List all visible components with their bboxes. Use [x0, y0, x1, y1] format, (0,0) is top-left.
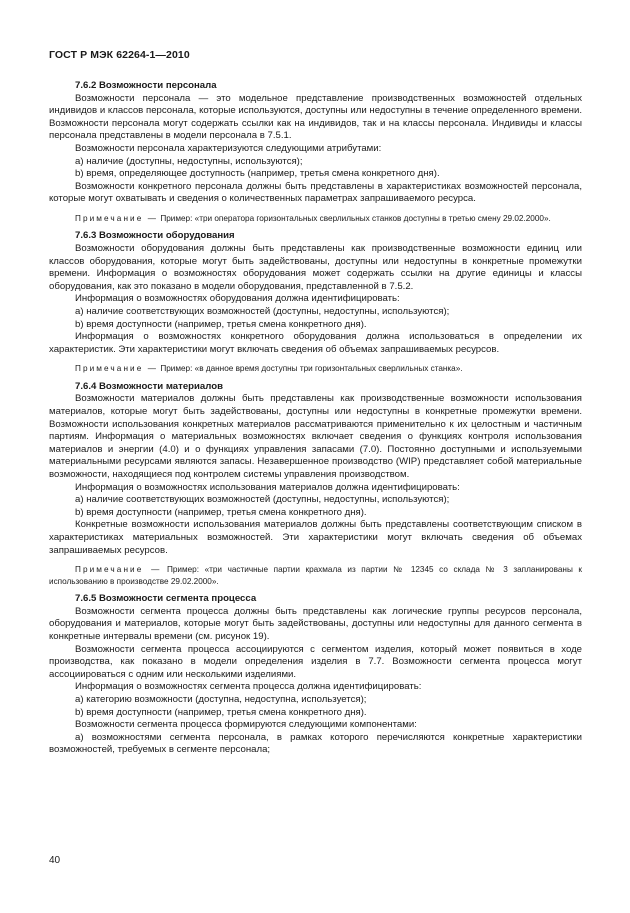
note-text: Пример: «три частичные партии крахмала из партии № 12345 со склада № 3 запланированы к использованию в производстве 29.02.2000».	[49, 565, 582, 586]
note	[49, 213, 582, 225]
list-item: a) категорию возможности (доступна, недоступна, используется);	[75, 693, 367, 705]
section-heading-7-6-2: 7.6.2 Возможности персонала	[75, 80, 217, 91]
paragraph: Информация о возможностях конкретного оборудования должна использоваться в определении их характеристик. Эти характеристики могут включать сведения об объемах запрашиваемых ресурсов.	[49, 331, 582, 355]
list-item: a) наличие (доступны, недоступны, используются);	[75, 155, 303, 167]
paragraph: Информация о возможностях оборудования должна идентифицировать:	[75, 293, 400, 305]
paragraph: Информация о возможностях сегмента процесса должна идентифицировать:	[75, 681, 422, 693]
list-item: a) возможностями сегмента персонала, в рамках которого перечисляются конкретные характеристики возможностей, требуемых в сегменте персонала;	[49, 731, 582, 756]
section-heading-7-6-5: 7.6.5 Возможности сегмента процесса	[75, 593, 257, 605]
list-item: a) наличие соответствующих возможностей (доступны, недоступны, используются);	[75, 306, 450, 317]
paragraph: Возможности конкретного персонала должны быть представлены в характеристиках возможностей персонала, которые могут охватывать и сведения о количественных параметрах запрашиваемого ресурса.	[49, 180, 582, 205]
list-item: a) наличие соответствующих возможностей (доступны, недоступны, используются);	[75, 494, 450, 506]
standard-header: ГОСТ Р МЭК 62264-1—2010	[49, 49, 190, 61]
paragraph: Возможности персонала — это модельное представление производственных возможностей отдельных индивидов и классов персонала, которые используются, доступны или недоступны в течение определенного времени. Возможности персонала могут содержать ссылки как на индивидов, так и на классы персонала. Индивиды и классы персонала представлены в модели персонала в 7.5.1.	[49, 92, 582, 142]
paragraph: Возможности сегмента процесса ассоциируются с сегментом изделия, который может появиться в ходе производства, как показано в модели определения изделия в 7.7. Возможности сегмента процесса могут ассоциироваться с одним или несколькими изделиями.	[49, 643, 582, 680]
paragraph: Информация о возможностях использования материалов должна идентифицировать:	[75, 481, 460, 493]
note-text: Пример: «три оператора горизонтальных сверлильных станков доступны в третью смену 29.02.2000».	[160, 213, 551, 223]
note	[49, 564, 582, 587]
page-number: 40	[49, 855, 61, 866]
list-item: b) время доступности (например, третья смена конкретного дня).	[75, 706, 367, 718]
page-content	[49, 80, 582, 757]
paragraph: Возможности сегмента процесса должны быть представлены как логические группы ресурсов персонала, оборудования и материалов, которые могут быть задействованы, доступны или недоступны для данного сегмента в конкретные интервалы времени (см. рисунок 19).	[49, 605, 582, 642]
paragraph: Возможности персонала характеризуются следующими атрибутами:	[75, 142, 382, 154]
list-item: b) время доступности (например, третья смена конкретного дня).	[75, 318, 367, 330]
list-item: b) время доступности (например, третья смена конкретного дня).	[75, 506, 367, 518]
section-heading-7-6-3: 7.6.3 Возможности оборудования	[75, 230, 235, 242]
note-label: Примечание —	[75, 213, 159, 223]
paragraph: Возможности оборудования должны быть представлены как производственные возможности единиц или классов оборудования, которые могут быть задействованы, доступны или недоступны в конкретные промежутки времени. Информация о возможностях оборудования может содержать ссылки на другие единицы и классы оборудования, как это показано в модели оборудования, представленной в 7.5.2.	[49, 243, 582, 292]
note-label: Примечание —	[75, 364, 159, 374]
list-item: b) время, определяющее доступность (например, третья смена конкретного дня).	[75, 168, 440, 180]
section-heading-7-6-4: 7.6.4 Возможности материалов	[75, 380, 223, 392]
note	[49, 363, 582, 375]
note-label: Примечание —	[75, 565, 162, 575]
paragraph: Возможности материалов должны быть представлены как производственные возможности использования материалов, которые могут быть задействованы, доступны или недоступны в конкретные промежутки времени. Возможности использования конкретных материалов рассматриваются применительно к их целостным и частичным партиям. Информация о материальных возможностях включает сведения о функциях контроля использования материалов и энергии (4.0) и о функциях управления запасами (7.0). Постоянно доступными и используемыми материальными ресурсами являются запасы. Незавершенное производство (WIP) представляет собой материальные возможности, находящиеся под контролем системы управления производством.	[49, 393, 582, 481]
note-text: Пример: «в данное время доступны три горизонтальных сверлильных станка».	[160, 364, 463, 374]
paragraph: Возможности сегмента процесса формируются следующими компонентами:	[75, 719, 417, 731]
paragraph: Конкретные возможности использования материалов должны быть представлены соответствующим списком в характеристиках материальных возможностей. Эти характеристики могут включать сведения об объемах запрашиваемых ресурсов.	[49, 519, 582, 556]
